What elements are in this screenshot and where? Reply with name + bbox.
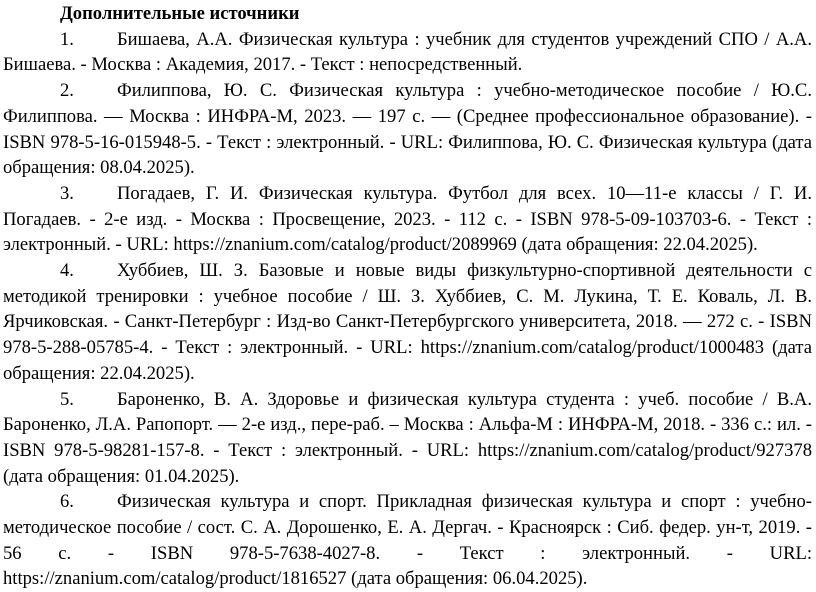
reference-item <box>3 489 812 592</box>
reference-number: 3. <box>60 182 74 204</box>
reference-item <box>3 387 812 490</box>
reference-list <box>3 27 812 592</box>
reference-item <box>3 258 812 387</box>
reference-text: Погадаев, Г. И. Физическая культура. Футбол для всех. 10—11-е классы / Г. И. Погадаев. - 2-е изд. - Москва : Просвещение, 2023. - 112 с. - ISBN 978-5-09-103703-6. - Текст : электронный. - URL: https://znanium.com/catalog/product/2089969 (дата обращения: 22.04.2025). <box>3 182 812 256</box>
reference-text: Физическая культура и спорт. Прикладная физическая культура и спорт : учебно-методическое пособие / сост. С. А. Дорошенко, Е. А. Дергач. - Красноярск : Сиб. федер. ун-т, 2019. - 56 с. - ISBN 978-5-7638-4027-8. - Текст : электронный. - URL: https://znanium.com/catalog/product/1816527 (дата обращения: 06.04.2025). <box>3 491 812 590</box>
reference-number: 5. <box>60 388 74 410</box>
reference-number: 1. <box>60 28 74 50</box>
reference-text: Бароненко, В. А. Здоровье и физическая культура студента : учеб. пособие / В.А. Бароненко, Л.А. Рапопорт. — 2-е изд., пере-раб. – Москва : Альфа-М : ИНФРА-М, 2018. - 336 с.: ил. - ISBN 978-5-98281-157-8. - Текст : электронный. - URL: https://znanium.com/catalog/product/927378 (дата обращения: 01.04.2025). <box>3 388 812 487</box>
reference-number: 2. <box>60 80 74 102</box>
reference-text: Хуббиев, Ш. З. Базовые и новые виды физкультурно-спортивной деятельности с методикой тренировки : учебное пособие / Ш. З. Хуббиев, С. М. Лукина, Т. Е. Коваль, Л. В. Ярчиковская. - Санкт-Петербург : Изд-во Санкт-Петербургского университета, 2018. — 272 с. - ISBN 978-5-288-05785-4. - Текст : электронный. - URL: https://znanium.com/catalog/product/1000483 (дата обращения: 22.04.2025). <box>3 260 812 384</box>
reference-text: Филиппова, Ю. С. Физическая культура : учебно-методическое пособие / Ю.С. Филиппова. — Москва : ИНФРА-М, 2023. — 197 с. — (Среднее профессиональное образование). - ISBN 978-5-16-015948-5. - Текст : электронный. - URL: Филиппова, Ю. С. Физическая культура (дата обращения: 08.04.2025). <box>3 80 812 179</box>
section-heading: Дополнительные источники <box>60 3 300 24</box>
reference-item <box>3 27 812 78</box>
reference-number: 6. <box>60 491 74 513</box>
reference-text: Бишаева, А.А. Физическая культура : учебник для студентов учреждений СПО / А.А. Бишаева. - Москва : Академия, 2017. - Текст : непосредственный. <box>3 28 812 76</box>
reference-number: 4. <box>60 260 74 282</box>
reference-item <box>3 78 812 181</box>
reference-item <box>3 181 812 258</box>
